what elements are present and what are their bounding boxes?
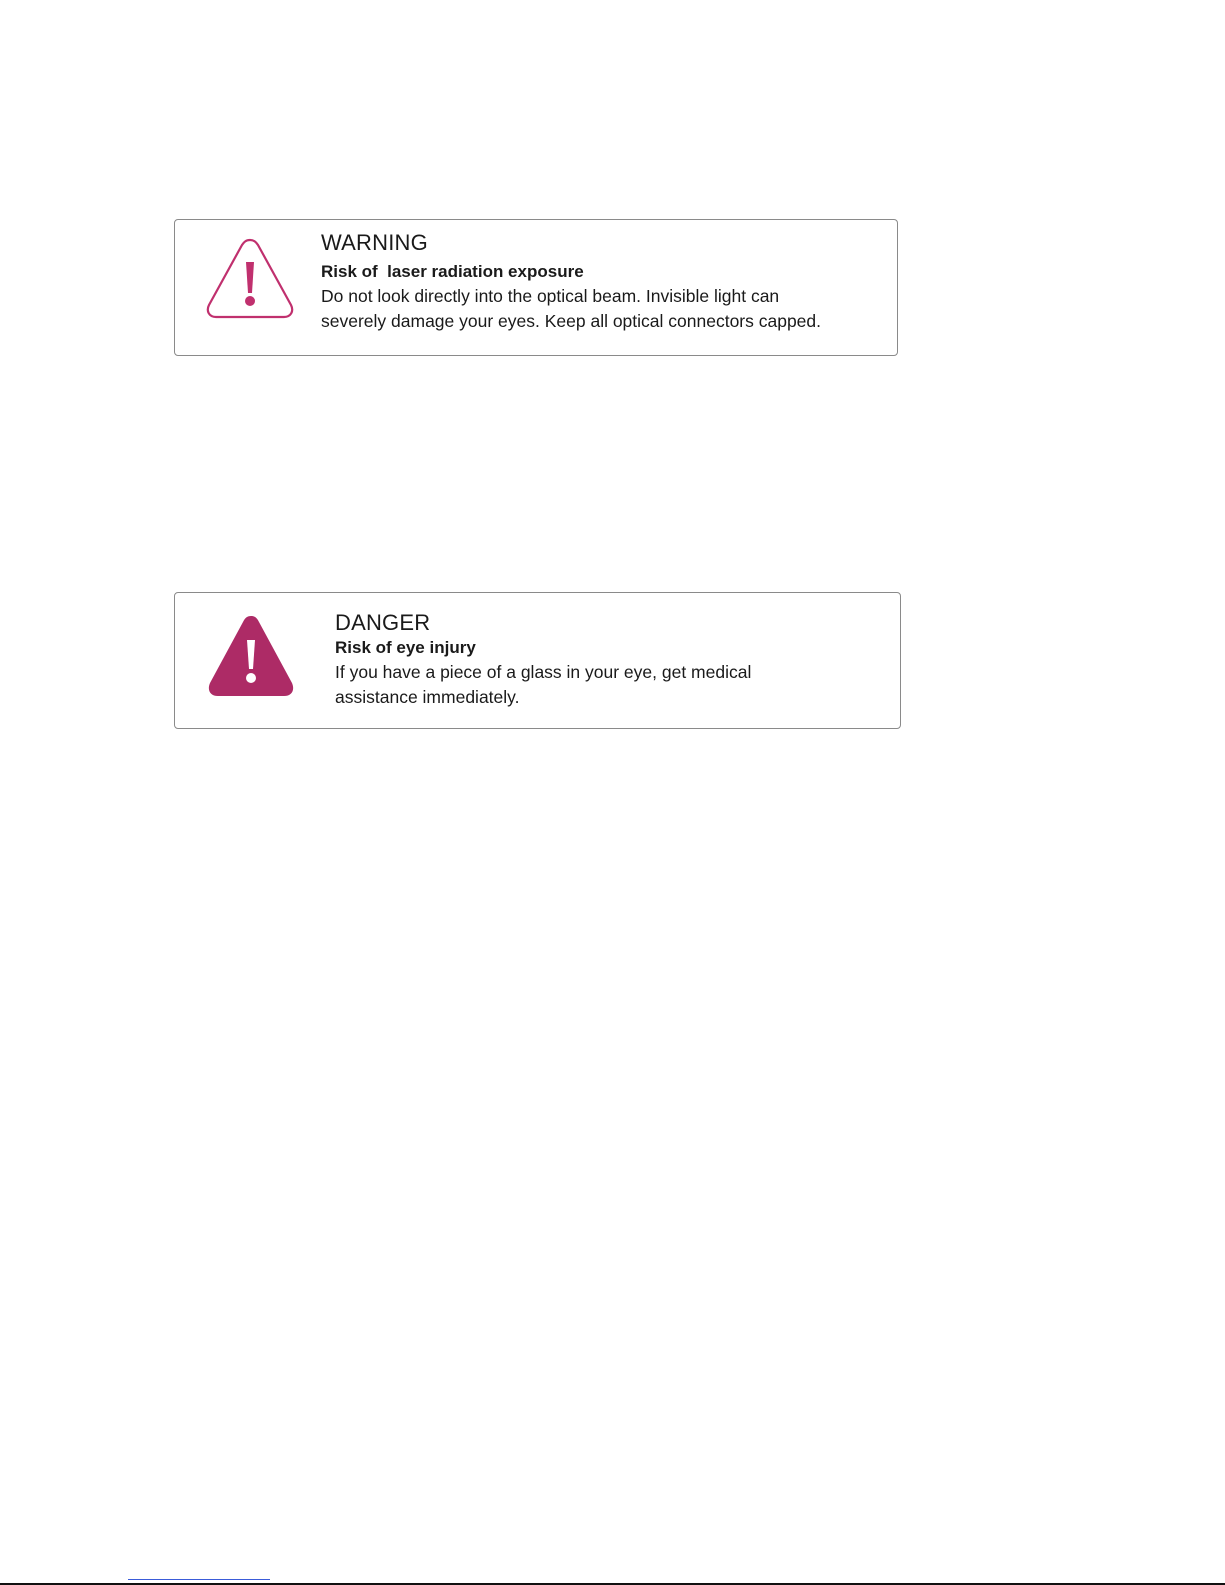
- danger-text: [335, 610, 888, 709]
- warning-text: [321, 230, 885, 333]
- footnote-separator: [128, 1579, 270, 1580]
- warning-subheading: Risk of laser radiation exposure: [321, 262, 584, 281]
- warning-body-line: severely damage your eyes. Keep all optical connectors capped.: [321, 310, 822, 331]
- danger-notice: [174, 592, 901, 729]
- danger-triangle-icon: [207, 613, 295, 699]
- danger-body: [335, 660, 888, 709]
- danger-heading: DANGER: [335, 610, 431, 635]
- warning-notice: [174, 219, 898, 356]
- danger-body-line: If you have a piece of a glass in your eye, get medical: [335, 662, 752, 682]
- danger-body-line: assistance immediately.: [335, 686, 520, 707]
- warning-heading: WARNING: [321, 230, 428, 255]
- warning-body-line: Do not look directly into the optical beam. Invisible light can: [321, 286, 780, 306]
- warning-triangle-icon: [205, 235, 295, 321]
- danger-subheading: Risk of eye injury: [335, 638, 476, 657]
- warning-body: [321, 284, 885, 333]
